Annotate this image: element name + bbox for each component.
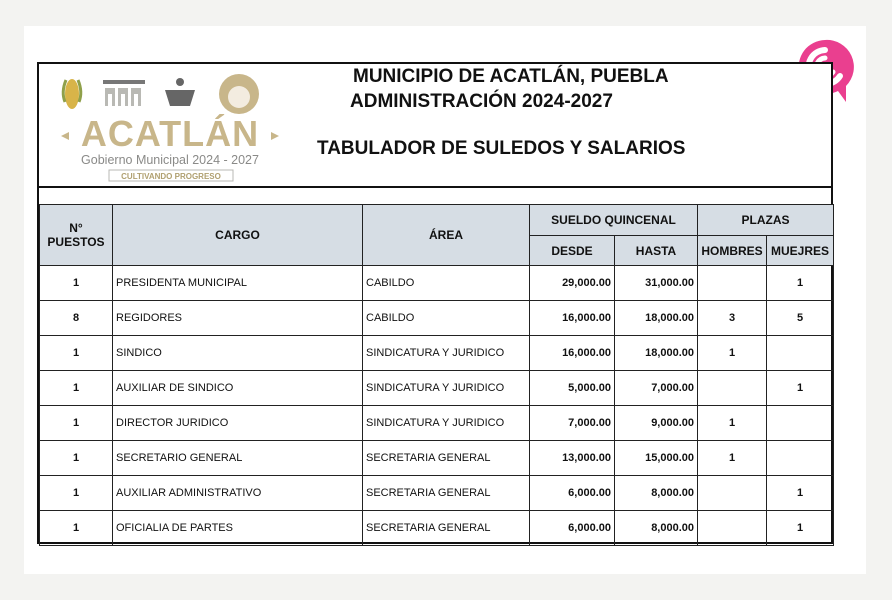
col-header-hombres: HOMBRES <box>698 236 767 266</box>
cell-cargo: PRESIDENTA MUNICIPAL <box>113 266 363 301</box>
cell-cargo: AUXILIAR DE SINDICO <box>113 371 363 406</box>
cell-hombres <box>698 371 767 406</box>
table-row <box>40 266 834 301</box>
cell-mujeres <box>767 336 834 371</box>
logo-motto: CULTIVANDO PROGRESO <box>121 172 221 181</box>
cell-mujeres: 1 <box>767 476 834 511</box>
cell-puestos: 1 <box>40 476 113 511</box>
document-frame <box>37 62 833 544</box>
cell-area: SINDICATURA Y JURIDICO <box>363 406 530 441</box>
cell-hombres <box>698 511 767 546</box>
cell-mujeres: 5 <box>767 301 834 336</box>
cell-area: SINDICATURA Y JURIDICO <box>363 371 530 406</box>
cell-area: CABILDO <box>363 266 530 301</box>
cell-area: SECRETARIA GENERAL <box>363 476 530 511</box>
cell-puestos: 8 <box>40 301 113 336</box>
cell-area: SECRETARIA GENERAL <box>363 441 530 476</box>
cell-mujeres: 1 <box>767 266 834 301</box>
cell-puestos: 1 <box>40 336 113 371</box>
cell-area: SECRETARIA GENERAL <box>363 511 530 546</box>
col-header-hasta: HASTA <box>615 236 698 266</box>
cell-mujeres <box>767 441 834 476</box>
salary-table <box>39 204 834 546</box>
cell-cargo: AUXILIAR ADMINISTRATIVO <box>113 476 363 511</box>
cell-hasta: 18,000.00 <box>615 336 698 371</box>
cell-hasta: 18,000.00 <box>615 301 698 336</box>
cell-hombres: 1 <box>698 441 767 476</box>
cell-hombres: 3 <box>698 301 767 336</box>
municipal-logo <box>55 72 285 182</box>
table-row <box>40 371 834 406</box>
cell-hasta: 15,000.00 <box>615 441 698 476</box>
cell-hombres <box>698 476 767 511</box>
table-row <box>40 441 834 476</box>
cell-cargo: SINDICO <box>113 336 363 371</box>
cell-puestos: 1 <box>40 266 113 301</box>
table-row <box>40 406 834 441</box>
cell-area: CABILDO <box>363 301 530 336</box>
municipality-title: MUNICIPIO DE ACATLÁN, PUEBLA <box>353 66 669 87</box>
col-header-plazas: PLAZAS <box>698 205 834 236</box>
cell-desde: 6,000.00 <box>530 511 615 546</box>
col-header-desde: DESDE <box>530 236 615 266</box>
cell-puestos: 1 <box>40 511 113 546</box>
table-row <box>40 301 834 336</box>
cell-desde: 29,000.00 <box>530 266 615 301</box>
cell-hasta: 8,000.00 <box>615 476 698 511</box>
cell-cargo: SECRETARIO GENERAL <box>113 441 363 476</box>
cell-desde: 16,000.00 <box>530 336 615 371</box>
document-title: TABULADOR DE SULEDOS Y SALARIOS <box>317 138 686 159</box>
cell-hasta: 31,000.00 <box>615 266 698 301</box>
col-header-area: ÁREA <box>363 205 530 266</box>
cell-puestos: 1 <box>40 371 113 406</box>
cell-hombres: 1 <box>698 336 767 371</box>
administration-title: ADMINISTRACIÓN 2024-2027 <box>350 91 613 112</box>
cell-hasta: 7,000.00 <box>615 371 698 406</box>
table-header-row <box>40 205 834 236</box>
table-row <box>40 511 834 546</box>
cell-hombres <box>698 266 767 301</box>
document-header <box>39 64 831 188</box>
cell-cargo: DIRECTOR JURIDICO <box>113 406 363 441</box>
col-header-sueldo: SUELDO QUINCENAL <box>530 205 698 236</box>
col-header-mujeres: MUEJRES <box>767 236 834 266</box>
cell-desde: 6,000.00 <box>530 476 615 511</box>
cell-desde: 5,000.00 <box>530 371 615 406</box>
logo-name: ACATLÁN <box>80 113 260 154</box>
cell-desde: 13,000.00 <box>530 441 615 476</box>
cell-cargo: REGIDORES <box>113 301 363 336</box>
logo-subtitle: Gobierno Municipal 2024 - 2027 <box>81 153 259 167</box>
cell-area: SINDICATURA Y JURIDICO <box>363 336 530 371</box>
cell-hasta: 8,000.00 <box>615 511 698 546</box>
cell-mujeres: 1 <box>767 371 834 406</box>
col-header-cargo: CARGO <box>113 205 363 266</box>
col-header-puestos: N° PUESTOS <box>40 205 113 266</box>
cell-mujeres <box>767 406 834 441</box>
cell-desde: 16,000.00 <box>530 301 615 336</box>
cell-hasta: 9,000.00 <box>615 406 698 441</box>
header-spacer <box>39 188 831 204</box>
table-row <box>40 336 834 371</box>
cell-mujeres: 1 <box>767 511 834 546</box>
cell-desde: 7,000.00 <box>530 406 615 441</box>
table-row <box>40 476 834 511</box>
cell-hombres: 1 <box>698 406 767 441</box>
cell-puestos: 1 <box>40 441 113 476</box>
cell-puestos: 1 <box>40 406 113 441</box>
cell-cargo: OFICIALIA DE PARTES <box>113 511 363 546</box>
